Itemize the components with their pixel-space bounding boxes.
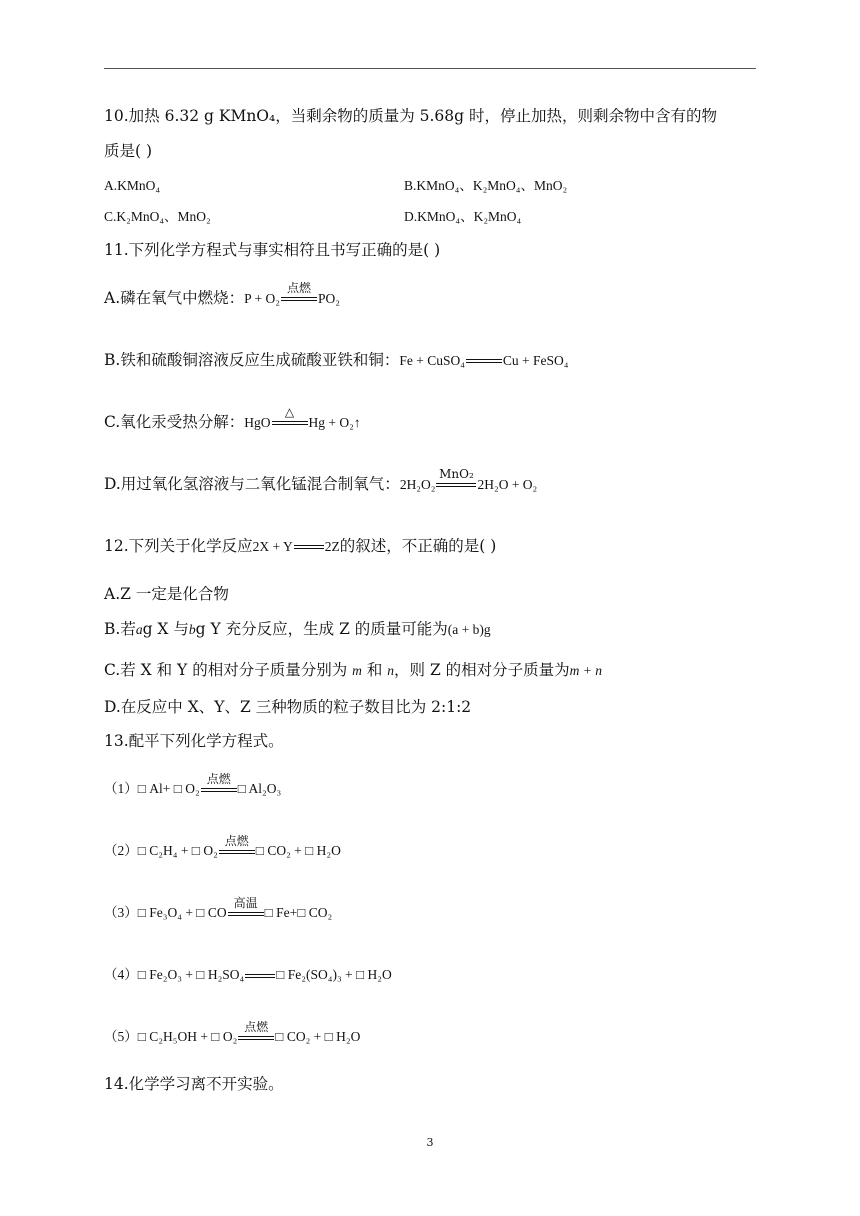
q11-d-arrow xyxy=(436,467,476,492)
q11-a-lhs: P + O₂ xyxy=(244,291,280,306)
q12-option-a: A.Z 一定是化合物 xyxy=(104,585,229,603)
q11-d-text: D.用过氧化氢溶液与二氧化锰混合制氧气： xyxy=(104,475,400,493)
q11-option-c xyxy=(104,405,361,433)
q13-equation-5 xyxy=(104,1019,361,1047)
eq4-rhs: □ Fe₂(SO₄)₃ + □ H₂O xyxy=(276,967,392,982)
q12-stem xyxy=(104,536,496,557)
q12-option-c xyxy=(104,660,602,681)
eq1-num: （1） xyxy=(104,781,138,796)
eq5-condition: 点燃 xyxy=(244,1019,269,1034)
q12-c-text3: ，则 Z 的相对分子质量为 xyxy=(394,661,570,679)
q10-option-c: C.K₂MnO₄、MnO₂ xyxy=(104,209,211,224)
q10-option-d: D.KMnO₄、K₂MnO₄ xyxy=(404,209,522,224)
eq2-lhs: □ C₂H₄ + □ O₂ xyxy=(137,843,218,858)
q11-c-text: C.氧化汞受热分解： xyxy=(104,413,245,431)
q14-stem: 14.化学学习离不开实验。 xyxy=(104,1075,284,1093)
eq3-condition: 高温 xyxy=(233,895,258,910)
q11-option-d xyxy=(104,467,538,495)
q11-d-lhs: 2H₂O₂ xyxy=(399,477,436,492)
q12-b-text1: B.若 xyxy=(104,620,136,638)
q11-b-text: B.铁和硫酸铜溶液反应生成硫酸亚铁和铜： xyxy=(104,351,400,369)
q10-option-a: A.KMnO₄ xyxy=(104,178,161,193)
eq2-condition: 点燃 xyxy=(224,833,249,848)
q13-equation-1 xyxy=(104,771,282,799)
q12-b-b: b xyxy=(188,622,196,637)
q11-b-rhs: Cu + FeSO₄ xyxy=(502,353,569,368)
q12-c-n: n xyxy=(387,663,395,678)
q11-b-lhs: Fe + CuSO₄ xyxy=(399,353,465,368)
eq2-arrow xyxy=(219,833,255,859)
q12-c-text2: 和 xyxy=(366,661,383,679)
eq4-equals xyxy=(245,969,275,983)
q11-c-arrow xyxy=(272,405,308,430)
q11-option-b xyxy=(104,350,569,371)
q11-c-condition: △ xyxy=(284,405,295,419)
q11-stem: 11.下列化学方程式与事实相符且书写正确的是( ) xyxy=(104,241,441,259)
eq1-rhs: □ Al₂O₃ xyxy=(237,781,282,796)
q11-a-condition: 点燃 xyxy=(286,281,311,295)
q12-b-text3: g Y 充分反应，生成 Z 的质量可能为 xyxy=(195,620,448,638)
eq2-rhs: □ CO₂ + □ H₂O xyxy=(255,843,341,858)
q13-equation-4 xyxy=(104,965,392,985)
eq4-num: （4） xyxy=(104,967,138,982)
q10-stem-line1: 10.加热 6.32 g KMnO₄，当剩余物的质量为 5.68g 时，停止加热，则剩余物中含有的物 xyxy=(104,107,718,125)
q11-c-lhs: HgO xyxy=(244,415,271,430)
q12-option-d: D.在反应中 X、Y、Z 三种物质的粒子数目比为 2:1:2 xyxy=(104,698,472,716)
q13-equation-3 xyxy=(104,895,333,923)
q12-stem-lhs: 2X + Y xyxy=(252,539,293,554)
eq3-arrow xyxy=(228,895,264,921)
header-rule xyxy=(104,68,756,69)
q11-a-text: A.磷在氧气中燃烧： xyxy=(104,289,245,307)
q12-b-a: a xyxy=(135,622,143,637)
q12-stem-post: 的叙述，不正确的是( ) xyxy=(339,537,497,555)
q11-a-arrow xyxy=(281,281,317,306)
q11-d-rhs: 2H₂O + O₂ xyxy=(477,477,538,492)
q12-b-text2: g X 与 xyxy=(142,620,189,638)
eq5-arrow xyxy=(238,1019,274,1045)
q13-stem: 13.配平下列化学方程式。 xyxy=(104,732,284,750)
eq3-num: （3） xyxy=(104,905,138,920)
q11-a-rhs: PO₂ xyxy=(317,291,340,306)
q11-b-equals xyxy=(466,354,502,368)
page-number: 3 xyxy=(426,1136,434,1149)
q12-stem-rhs: 2Z xyxy=(324,539,340,554)
q11-d-condition: MnO₂ xyxy=(439,467,474,481)
q13-equation-2 xyxy=(104,833,341,861)
eq2-num: （2） xyxy=(104,843,138,858)
eq5-rhs: □ CO₂ + □ H₂O xyxy=(275,1029,361,1044)
q10-stem-line2: 质是( ) xyxy=(104,142,153,160)
eq5-lhs: □ C₂H₅OH + □ O₂ xyxy=(137,1029,238,1044)
q11-c-rhs: Hg + O₂↑ xyxy=(308,415,361,430)
q10-option-b: B.KMnO₄、K₂MnO₄、MnO₂ xyxy=(404,178,568,193)
eq4-lhs: □ Fe₂O₃ + □ H₂SO₄ xyxy=(137,967,245,982)
q12-equals xyxy=(294,540,324,554)
q11-option-a xyxy=(104,281,340,309)
eq1-arrow xyxy=(201,771,237,797)
q12-option-b xyxy=(104,619,491,640)
eq5-num: （5） xyxy=(104,1029,138,1044)
eq1-condition: 点燃 xyxy=(206,771,231,786)
q12-c-text1: C.若 X 和 Y 的相对分子质量分别为 xyxy=(104,661,348,679)
q12-c-expr: m + n xyxy=(569,663,603,678)
q12-stem-pre: 12.下列关于化学反应 xyxy=(104,537,253,555)
eq3-lhs: □ Fe₃O₄ + □ CO xyxy=(137,905,227,920)
eq3-rhs: □ Fe+□ CO₂ xyxy=(264,905,333,920)
q12-c-m: m xyxy=(352,663,362,678)
q12-b-expr: (a + b)g xyxy=(447,622,491,637)
eq1-lhs: □ Al+ □ O₂ xyxy=(137,781,200,796)
